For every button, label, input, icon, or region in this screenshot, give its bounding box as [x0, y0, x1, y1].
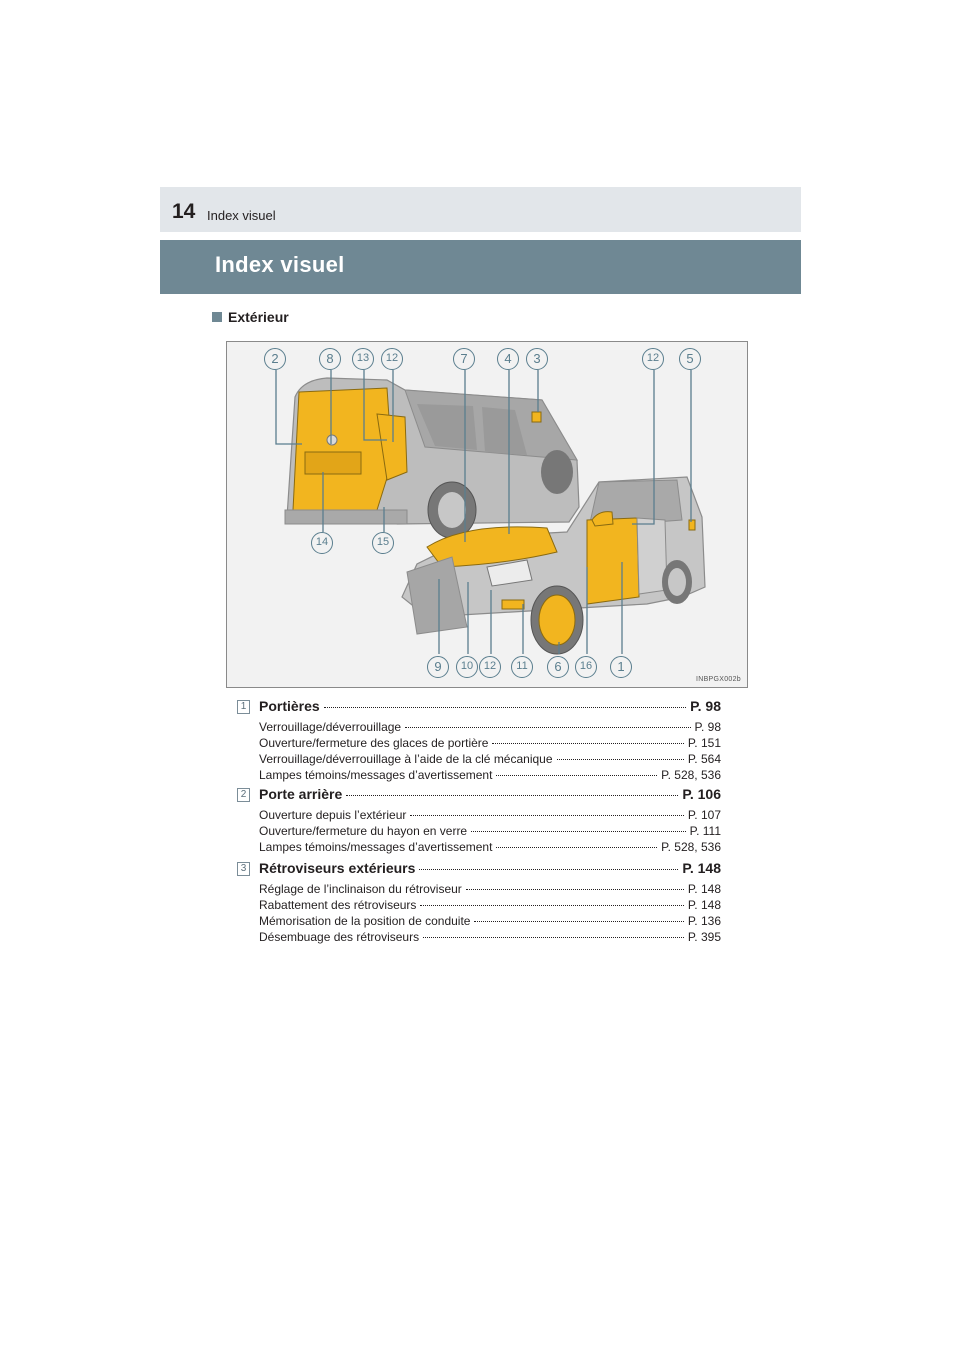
subitem-label: Désembuage des rétroviseurs — [259, 930, 420, 944]
page-number: 14 — [172, 200, 196, 223]
dot-leader — [346, 794, 678, 796]
subitem-label: Ouverture depuis l’extérieur — [259, 808, 407, 822]
rear-vehicle — [285, 378, 579, 538]
dot-leader — [420, 904, 683, 906]
dot-leader — [423, 936, 684, 938]
entry-subitem[interactable] — [237, 736, 721, 752]
subitem-label: Lampes témoins/messages d’avertissement — [259, 840, 493, 854]
callout-1: 1 — [610, 656, 632, 678]
entry-label: Portières — [259, 698, 320, 714]
page-ref: P. 151 — [687, 736, 721, 750]
entry-subitem[interactable] — [237, 824, 721, 840]
callout-4: 4 — [497, 348, 519, 370]
vehicle-illustration — [227, 342, 747, 687]
callout-12c: 12 — [479, 656, 501, 678]
entry-subitem[interactable] — [237, 720, 721, 736]
entry-number-badge: 1 — [237, 700, 250, 714]
callout-14: 14 — [311, 532, 333, 554]
entry-heading[interactable] — [237, 786, 721, 806]
dot-leader — [474, 920, 683, 922]
subitem-label: Verrouillage/déverrouillage — [259, 720, 402, 734]
entry-subitem[interactable] — [237, 752, 721, 768]
index-entry-3 — [237, 860, 721, 946]
entry-number-badge: 3 — [237, 862, 250, 876]
dot-leader — [466, 888, 684, 890]
callout-6: 6 — [547, 656, 569, 678]
callout-10: 10 — [456, 656, 478, 678]
page-ref: P. 528, 536 — [661, 768, 721, 782]
entry-subitem[interactable] — [237, 882, 721, 898]
index-entry-1 — [237, 698, 721, 784]
dot-leader — [419, 868, 678, 870]
square-bullet-icon — [212, 312, 222, 322]
page-ref: P. 148 — [687, 898, 721, 912]
callout-16: 16 — [575, 656, 597, 678]
subitem-label: Ouverture/fermeture des glaces de portière — [259, 736, 489, 750]
page-ref: P. 148 — [682, 860, 721, 876]
callout-12: 12 — [381, 348, 403, 370]
entry-number-badge: 2 — [237, 788, 250, 802]
page-title: Index visuel — [215, 252, 345, 277]
index-entry-2 — [237, 786, 721, 856]
subitem-label: Ouverture/fermeture du hayon en verre — [259, 824, 468, 838]
dot-leader — [405, 726, 690, 728]
dot-leader — [496, 846, 657, 848]
entry-subitem[interactable] — [237, 930, 721, 946]
entry-subitem[interactable] — [237, 840, 721, 856]
entry-heading[interactable] — [237, 698, 721, 718]
callout-7: 7 — [453, 348, 475, 370]
callout-5: 5 — [679, 348, 701, 370]
page-ref: P. 148 — [687, 882, 721, 896]
entry-heading[interactable] — [237, 860, 721, 880]
dot-leader — [471, 830, 686, 832]
page-ref: P. 106 — [682, 786, 721, 802]
subsection-heading — [212, 309, 289, 325]
callout-13: 13 — [352, 348, 374, 370]
callout-12b: 12 — [642, 348, 664, 370]
entry-subitem[interactable] — [237, 768, 721, 784]
dot-leader — [557, 758, 684, 760]
callout-2: 2 — [264, 348, 286, 370]
entry-subitem[interactable] — [237, 898, 721, 914]
callout-9: 9 — [427, 656, 449, 678]
entry-label: Porte arrière — [259, 786, 343, 802]
page-ref: P. 136 — [687, 914, 721, 928]
subitem-label: Réglage de l’inclinaison du rétroviseur — [259, 882, 462, 896]
dot-leader — [492, 742, 683, 744]
running-head: Index visuel — [207, 208, 276, 223]
vehicle-exterior-figure — [226, 341, 748, 688]
page-ref: P. 395 — [687, 930, 721, 944]
subitem-label: Rabattement des rétroviseurs — [259, 898, 417, 912]
entry-label: Rétroviseurs extérieurs — [259, 860, 416, 876]
callout-8: 8 — [319, 348, 341, 370]
dot-leader — [496, 774, 657, 776]
dot-leader — [324, 706, 686, 708]
callout-3: 3 — [526, 348, 548, 370]
dot-leader — [410, 814, 683, 816]
page-ref: P. 98 — [690, 698, 721, 714]
subitem-label: Lampes témoins/messages d’avertissement — [259, 768, 493, 782]
subitem-label: Mémorisation de la position de conduite — [259, 914, 471, 928]
figure-id: INBPGX002b — [695, 676, 741, 683]
page-ref: P. 564 — [687, 752, 721, 766]
page-ref: P. 107 — [687, 808, 721, 822]
entry-subitem[interactable] — [237, 914, 721, 930]
page-ref: P. 528, 536 — [661, 840, 721, 854]
page-ref: P. 111 — [689, 824, 721, 838]
callout-15: 15 — [372, 532, 394, 554]
subsection-label: Extérieur — [228, 309, 289, 325]
subitem-label: Verrouillage/déverrouillage à l’aide de la clé mécanique — [259, 752, 553, 766]
entry-subitem[interactable] — [237, 808, 721, 824]
callout-11: 11 — [511, 656, 533, 678]
page-ref: P. 98 — [694, 720, 721, 734]
